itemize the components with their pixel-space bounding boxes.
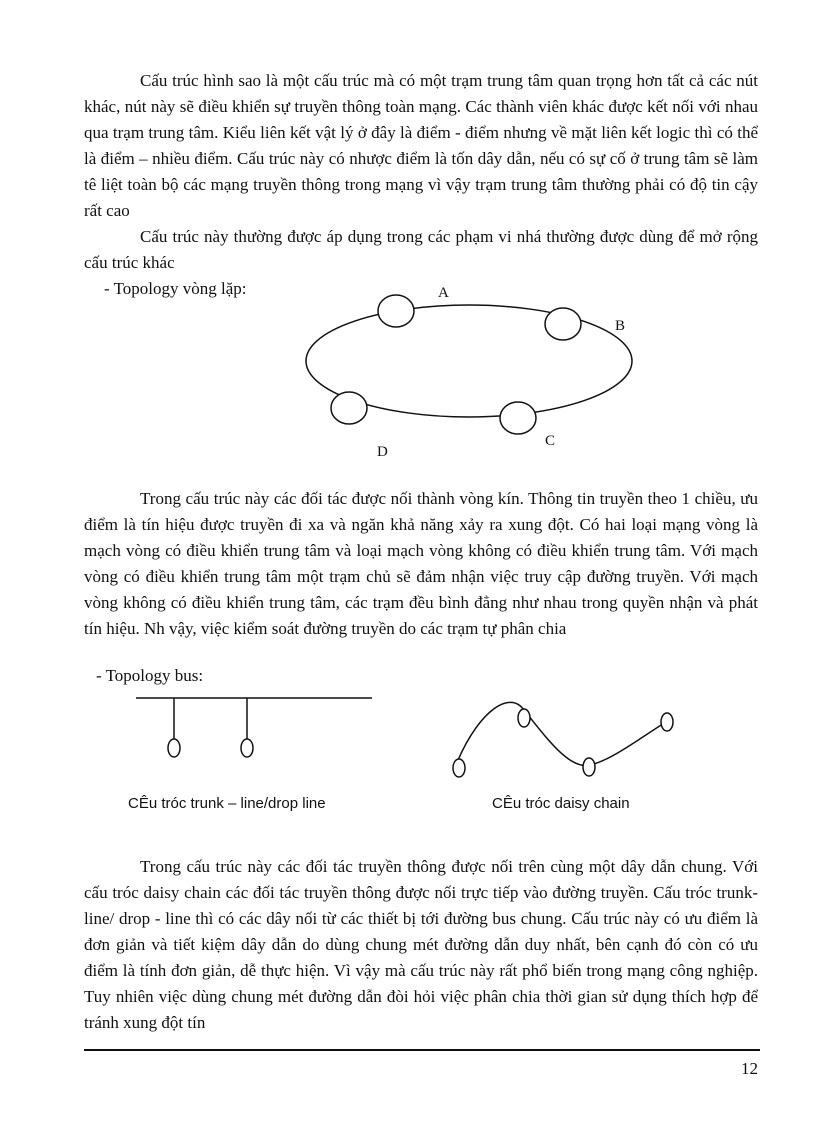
caption-trunk-line: CÊu tróc trunk – line/drop line (128, 795, 326, 812)
caption-daisy-chain: CÊu tróc daisy chain (492, 795, 630, 812)
heading-bus-topology: - Topology bus: (96, 666, 204, 685)
paragraph-star-topology-text: Cấu trúc hình sao là một cấu trúc mà có một trạm trung tâm quan trọng hơn tất cả các nút khác, nút này sẽ điều khiển sự truyền thông toàn mạng. Các thành viên khác được kết nối với nhau qua trạm trung tâm. Kiểu liên kết vật lý ở đây là điểm - điểm nhưng về mặt liên kết logic thì có thể là điểm – nhiều điểm. Cấu trúc này có nhược điểm là tốn dây dẫn, nếu có sự cố ở trung tâm sẽ làm tê liệt toàn bộ các mạng truyền thông trong mạng vì vậy trạm trung tâm thường phải có độ tin cậy rất cao (84, 71, 758, 220)
ring-label-d: D (377, 444, 388, 460)
ring-label-b: B (615, 318, 626, 334)
trunk-node-1 (168, 739, 180, 757)
daisy-node-3 (583, 758, 595, 776)
ring-label-c: C (545, 433, 556, 449)
ring-label-a: A (438, 285, 449, 301)
heading-ring-topology: - Topology vòng lặp: (104, 279, 247, 298)
footer-divider (84, 1049, 760, 1051)
page-number: 12 (741, 1059, 758, 1078)
paragraph-bus-topology (84, 854, 758, 1036)
paragraph-ring-topology-text: Trong cấu trúc này các đối tác được nối thành vòng kín. Thông tin truyền theo 1 chiều, ưu điểm là tín hiệu được truyền đi xa và ngăn khả năng xảy ra xung đột. Có hai loại mạng vòng là mạch vòng có điều khiển trung tâm và loại mạch vòng không có điều khiển trung tâm. Với mạch vòng có điều khiển trung tâm một trạm chủ sẽ đảm nhận việc truy cập đường truyền. Với mạch vòng không có điều khiển trung tâm, các trạm đều bình đẳng như nhau trong quyền nhận và phát tín hiệu. Nh vậy, việc kiểm soát đường truyền do các trạm tự phân chia (84, 489, 758, 638)
daisy-node-1 (453, 759, 465, 777)
trunk-node-2 (241, 739, 253, 757)
daisy-node-2 (518, 709, 530, 727)
daisy-node-4 (661, 713, 673, 731)
daisy-chain-cable (458, 702, 666, 765)
paragraph-star-usage-text: Cấu trúc này thường được áp dụng trong các phạm vi nhá thường được dùng để mở rộng cấu trúc khác (84, 227, 758, 272)
paragraph-bus-topology-text: Trong cấu trúc này các đối tác truyền thông được nối trên cùng một dây dẫn chung. Với cấu tróc daisy chain các đối tác truyền thông được nối trực tiếp vào đường truyền. Cấu tróc trunk- line/ drop - line thì có các dây nối từ các thiết bị tới đường bus chung. Cấu trúc này có ưu điểm là đơn giản và tiết kiệm dây dẫn do dùng chung mét đường dẫn duy nhất, bên cạnh đó còn có ưu điểm là tính đơn giản, dễ thực hiện. Vì vậy mà cấu trúc này rất phổ biến trong mạng công nghiệp. Tuy nhiên việc dùng chung mét đường dẫn đòi hỏi việc phân chia thời gian sử dụng thích hợp để tránh xung đột tín (84, 857, 758, 1032)
